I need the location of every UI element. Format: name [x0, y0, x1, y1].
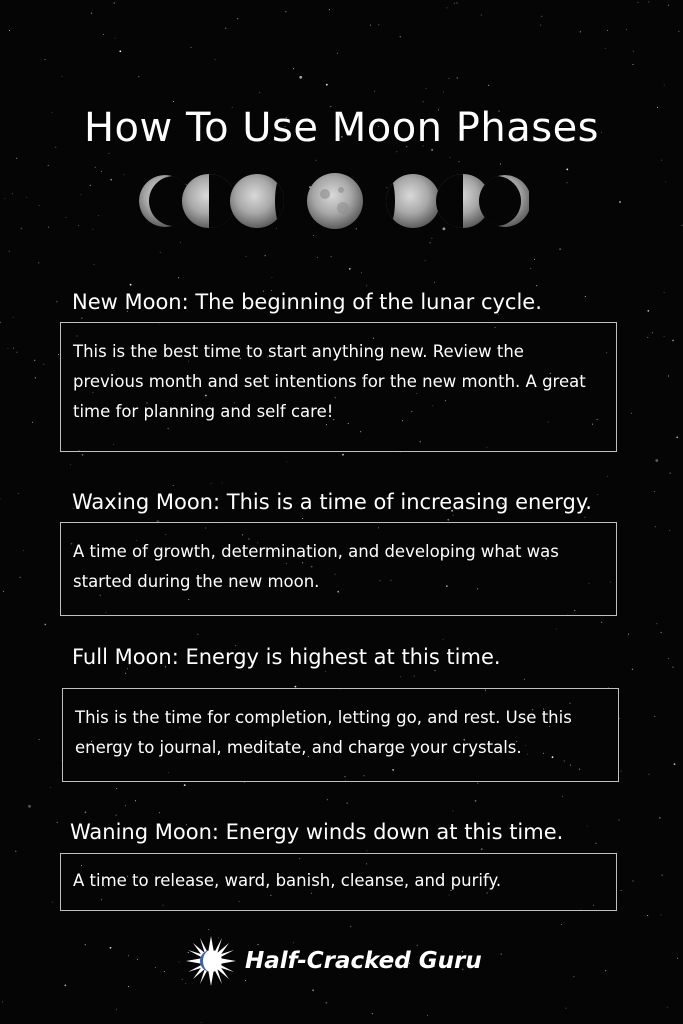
- star: [378, 24, 379, 25]
- star: [372, 1013, 373, 1014]
- star: [265, 255, 266, 256]
- moon-phases-strip: [137, 170, 529, 232]
- star: [155, 967, 156, 968]
- star: [92, 229, 93, 230]
- star: [44, 624, 46, 626]
- star: [271, 277, 272, 278]
- star: [159, 812, 160, 813]
- star: [647, 310, 649, 312]
- star: [342, 454, 344, 456]
- star: [647, 337, 648, 338]
- star: [541, 16, 542, 17]
- star: [366, 285, 367, 286]
- star: [26, 197, 27, 198]
- star: [659, 817, 661, 819]
- star: [566, 169, 568, 171]
- waxing-moon-description-box: [60, 522, 617, 616]
- star: [559, 248, 561, 250]
- star: [672, 340, 674, 342]
- star: [128, 955, 129, 956]
- star: [374, 91, 375, 92]
- star: [607, 30, 608, 31]
- description-line: started during the new moon.: [73, 572, 320, 591]
- star: [349, 268, 351, 270]
- star: [676, 437, 678, 439]
- description-line: time for planning and self care!: [73, 402, 334, 421]
- star: [434, 282, 435, 283]
- star: [661, 632, 662, 633]
- star: [110, 179, 112, 181]
- star: [35, 377, 36, 378]
- star: [28, 805, 31, 808]
- star: [427, 1015, 428, 1016]
- star: [678, 31, 679, 32]
- star: [259, 92, 260, 93]
- star: [654, 491, 655, 492]
- star: [16, 352, 17, 353]
- star: [20, 577, 21, 578]
- star: [9, 251, 10, 252]
- star: [34, 360, 35, 361]
- star: [98, 215, 99, 216]
- star: [57, 822, 58, 823]
- star: [50, 787, 51, 788]
- star: [619, 201, 621, 203]
- star: [316, 160, 317, 161]
- star: [39, 739, 40, 740]
- star: [211, 483, 212, 484]
- new-moon-heading: New Moon: The beginning of the lunar cycle.: [72, 290, 542, 314]
- star: [605, 48, 606, 49]
- star: [286, 462, 287, 463]
- star: [536, 285, 537, 286]
- star: [400, 676, 401, 677]
- star: [669, 530, 670, 531]
- star: [18, 493, 19, 494]
- star: [664, 336, 665, 337]
- star: [160, 252, 161, 253]
- star: [674, 763, 676, 765]
- star: [164, 971, 165, 972]
- star: [101, 171, 102, 172]
- star: [655, 459, 658, 462]
- star: [32, 422, 33, 423]
- star: [43, 364, 44, 365]
- star: [670, 473, 671, 474]
- star: [138, 76, 139, 77]
- star: [655, 526, 656, 527]
- star: [633, 51, 634, 52]
- star: [664, 292, 665, 293]
- star: [115, 38, 116, 39]
- star: [649, 774, 650, 775]
- star: [173, 485, 174, 486]
- star: [677, 958, 678, 959]
- star: [56, 301, 57, 302]
- star: [585, 517, 586, 518]
- star: [400, 36, 401, 37]
- star: [534, 259, 535, 260]
- star: [124, 174, 125, 175]
- star: [13, 317, 14, 318]
- star: [313, 235, 314, 236]
- star: [580, 31, 581, 32]
- star: [638, 2, 639, 3]
- star: [566, 1008, 567, 1009]
- star: [567, 182, 568, 183]
- star: [524, 679, 525, 680]
- star: [443, 639, 444, 640]
- star: [125, 805, 126, 806]
- star: [664, 85, 665, 86]
- description-line: energy to journal, meditate, and charge your crystals.: [75, 738, 522, 757]
- star: [191, 47, 192, 48]
- star: [350, 926, 352, 928]
- star: [426, 88, 427, 89]
- star: [500, 164, 501, 165]
- star: [52, 902, 53, 903]
- star: [329, 9, 330, 10]
- star: [326, 84, 328, 86]
- star: [128, 986, 129, 987]
- sunburst-moon-icon: [185, 935, 237, 987]
- star: [222, 483, 223, 484]
- waxing-gibbous-moon-icon: [230, 174, 291, 228]
- star: [626, 29, 627, 30]
- star: [530, 268, 531, 269]
- star: [116, 788, 117, 789]
- star: [325, 671, 326, 672]
- star: [370, 25, 371, 26]
- waning-gibbous-moon-icon: [379, 174, 440, 228]
- star: [457, 3, 458, 4]
- star: [0, 498, 1, 499]
- star: [173, 101, 174, 102]
- star: [654, 716, 655, 717]
- star: [116, 1009, 117, 1010]
- description-line: This is the best time to start anything new. Review the: [73, 342, 524, 361]
- star: [601, 622, 602, 623]
- star: [178, 277, 179, 278]
- star: [109, 153, 110, 154]
- star: [481, 15, 482, 16]
- full-moon-heading: Full Moon: Energy is highest at this time.: [72, 645, 501, 669]
- star: [652, 332, 653, 333]
- star: [585, 296, 586, 297]
- star: [337, 53, 338, 54]
- star: [414, 676, 415, 677]
- star: [668, 376, 669, 377]
- star: [621, 771, 622, 772]
- star: [668, 658, 669, 659]
- star: [673, 667, 674, 668]
- star: [180, 242, 181, 243]
- star: [110, 947, 112, 949]
- star: [331, 256, 332, 257]
- star: [21, 228, 23, 230]
- star: [81, 318, 82, 319]
- description-line: A time to release, ward, banish, cleanse, and purify.: [73, 871, 502, 890]
- star: [215, 59, 216, 60]
- star: [453, 515, 454, 516]
- page-title: How To Use Moon Phases: [83, 104, 600, 151]
- star: [12, 193, 13, 194]
- star: [178, 961, 179, 962]
- star: [425, 260, 426, 261]
- star: [621, 890, 622, 891]
- star: [459, 161, 460, 162]
- star: [237, 18, 238, 19]
- star: [299, 76, 302, 79]
- star: [85, 944, 86, 945]
- star: [137, 959, 138, 960]
- star: [457, 78, 458, 79]
- star: [38, 262, 39, 263]
- star: [0, 322, 1, 323]
- star: [9, 30, 10, 31]
- star: [681, 225, 682, 226]
- star: [450, 157, 451, 158]
- star: [48, 165, 49, 166]
- star: [184, 784, 186, 786]
- star: [477, 783, 478, 784]
- star: [197, 634, 198, 635]
- star: [116, 815, 117, 816]
- star: [423, 101, 424, 102]
- star: [488, 85, 489, 86]
- star: [82, 454, 84, 456]
- star: [447, 7, 448, 8]
- star: [661, 160, 662, 161]
- star: [15, 851, 16, 852]
- star: [13, 348, 14, 349]
- star: [587, 826, 588, 827]
- star: [361, 272, 362, 273]
- star: [366, 850, 367, 851]
- star: [540, 25, 541, 26]
- star: [665, 182, 666, 183]
- star: [605, 970, 606, 971]
- star: [16, 158, 17, 159]
- star: [431, 238, 432, 239]
- star: [347, 803, 348, 804]
- star: [39, 205, 40, 206]
- star: [633, 64, 634, 65]
- star: [103, 34, 104, 35]
- star: [70, 464, 71, 465]
- star: [312, 989, 314, 991]
- star: [633, 881, 634, 882]
- star: [631, 413, 632, 414]
- star: [668, 5, 669, 6]
- star: [201, 1022, 202, 1023]
- star: [58, 354, 59, 355]
- star: [130, 284, 132, 286]
- star: [48, 227, 49, 228]
- description-line: A time of growth, determination, and developing what was: [73, 542, 559, 561]
- star: [93, 264, 94, 265]
- star: [443, 92, 444, 93]
- star: [95, 167, 96, 168]
- new-moon-description-box: [60, 322, 617, 452]
- full-moon-description-box: [62, 688, 619, 782]
- full-moon-icon: [307, 173, 363, 229]
- star: [656, 623, 657, 624]
- star: [619, 820, 620, 821]
- waxing-moon-heading: Waxing Moon: This is a time of increasing energy.: [72, 490, 592, 514]
- star: [285, 11, 286, 12]
- star: [61, 76, 62, 77]
- star: [628, 634, 629, 635]
- star: [246, 256, 247, 257]
- star: [64, 985, 66, 987]
- star: [85, 811, 87, 813]
- star: [449, 78, 450, 79]
- star: [91, 13, 92, 14]
- star: [119, 50, 121, 52]
- star: [481, 848, 483, 850]
- star: [4, 198, 5, 199]
- brand-footer: [185, 935, 525, 987]
- star: [125, 673, 126, 674]
- star: [208, 929, 209, 930]
- star: [452, 810, 453, 811]
- star: [327, 799, 328, 800]
- star: [447, 519, 449, 521]
- star: [81, 194, 82, 195]
- waning-moon-description-box: [60, 853, 617, 911]
- star: [2, 1001, 3, 1002]
- star: [317, 257, 318, 258]
- star: [475, 800, 477, 802]
- star: [648, 1, 649, 2]
- star: [647, 915, 648, 916]
- brand-name: Half-Cracked Guru: [245, 948, 482, 974]
- star: [556, 629, 557, 630]
- description-line: This is the time for completion, letting go, and rest. Use this: [75, 708, 572, 727]
- star: [114, 3, 115, 4]
- star: [7, 348, 8, 349]
- star: [607, 476, 608, 477]
- star: [66, 217, 67, 218]
- star: [632, 669, 633, 670]
- star: [293, 68, 294, 69]
- star: [225, 28, 226, 29]
- star: [667, 1007, 668, 1008]
- star: [619, 718, 620, 719]
- star: [661, 914, 662, 915]
- star: [45, 59, 46, 60]
- star: [23, 550, 24, 551]
- star: [454, 3, 455, 4]
- star: [135, 800, 136, 801]
- star: [435, 670, 436, 671]
- star: [562, 796, 563, 797]
- star: [3, 591, 4, 592]
- star: [573, 976, 574, 977]
- description-line: previous month and set intentions for the new month. A great: [73, 372, 586, 391]
- star: [662, 875, 663, 876]
- star: [302, 518, 303, 519]
- star: [595, 843, 596, 844]
- star: [597, 494, 598, 495]
- star: [430, 242, 431, 243]
- waning-moon-heading: Waning Moon: Energy winds down at this time.: [70, 820, 564, 844]
- star: [182, 979, 183, 980]
- star: [78, 225, 79, 226]
- star: [396, 151, 397, 152]
- star: [326, 1002, 328, 1004]
- star: [561, 924, 562, 925]
- star: [90, 185, 91, 186]
